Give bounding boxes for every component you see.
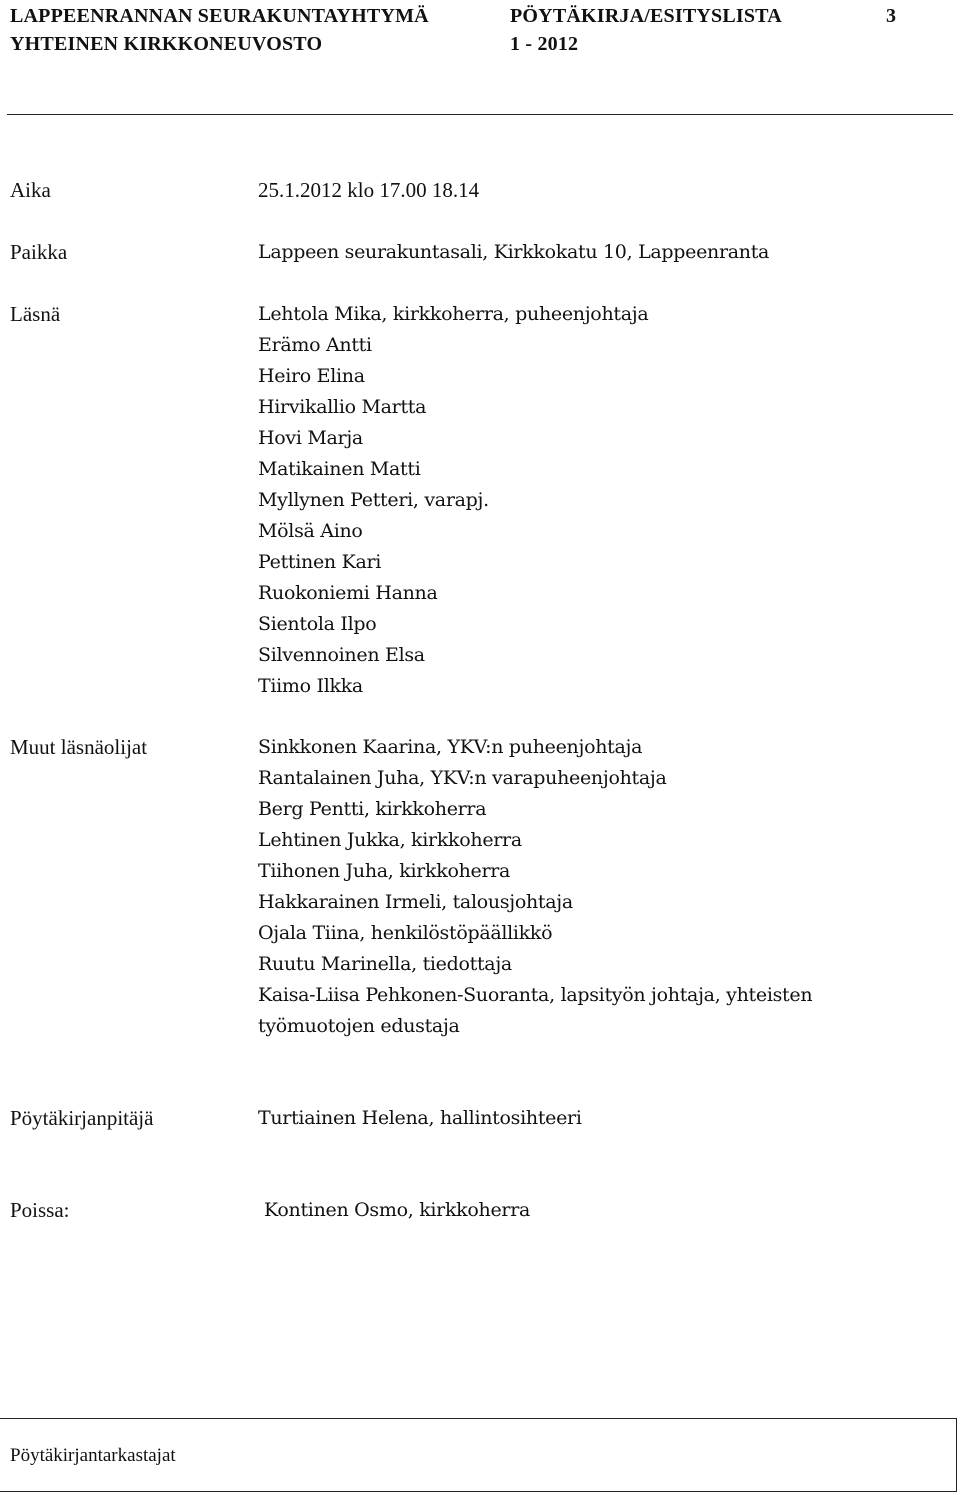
present-member: Mölsä Aino xyxy=(258,520,363,542)
present-member: Matikainen Matti xyxy=(258,458,421,480)
present-member: Erämo Antti xyxy=(258,334,372,356)
secretary-label: Pöytäkirjanpitäjä xyxy=(10,1106,154,1130)
organization-name: LAPPEENRANNAN SEURAKUNTAYHTYMÄ xyxy=(10,5,429,27)
others-present-member: Rantalainen Juha, YKV:n varapuheenjohtaja xyxy=(258,767,667,789)
place-label: Paikka xyxy=(10,240,68,264)
document-type: PÖYTÄKIRJA/ESITYSLISTA xyxy=(510,5,782,27)
minutes-checkers-label: Pöytäkirjantarkastajat xyxy=(10,1445,176,1466)
place-value: Lappeen seurakuntasali, Kirkkokatu 10, Lappeenranta xyxy=(258,241,770,263)
header-divider xyxy=(7,114,953,115)
others-present-member: Berg Pentti, kirkkoherra xyxy=(258,798,487,820)
council-name: YHTEINEN KIRKKONEUVOSTO xyxy=(10,33,323,55)
present-member: Silvennoinen Elsa xyxy=(258,644,425,666)
present-label: Läsnä xyxy=(10,302,61,326)
time-label: Aika xyxy=(10,178,51,202)
present-member: Pettinen Kari xyxy=(258,551,382,573)
header-line-2 xyxy=(10,30,950,58)
time-value: 25.1.2012 klo 17.00 18.14 xyxy=(258,178,480,202)
present-member: Hirvikallio Martta xyxy=(258,396,427,418)
secretary-value: Turtiainen Helena, hallintosihteeri xyxy=(258,1107,582,1129)
header-line-1 xyxy=(10,2,950,30)
others-present-member: Tiihonen Juha, kirkkoherra xyxy=(258,860,511,882)
present-member: Sientola Ilpo xyxy=(258,613,377,635)
present-member: Tiimo Ilkka xyxy=(258,675,363,697)
others-present-member: Ojala Tiina, henkilöstöpäällikkö xyxy=(258,922,553,944)
others-present-label: Muut läsnäolijat xyxy=(10,735,148,759)
absent-label: Poissa: xyxy=(10,1198,70,1222)
others-present-member: Lehtinen Jukka, kirkkoherra xyxy=(258,829,522,851)
present-member: Myllynen Petteri, varapj. xyxy=(258,489,489,511)
page-number: 3 xyxy=(886,5,897,27)
present-member: Lehtola Mika, kirkkoherra, puheenjohtaja xyxy=(258,303,649,325)
others-present-member: Kaisa-Liisa Pehkonen-Suoranta, lapsityön johtaja, yhteisten työmuotojen edustaja xyxy=(258,984,813,1037)
minutes-checkers-box xyxy=(0,1418,957,1492)
present-member: Ruokoniemi Hanna xyxy=(258,582,438,604)
others-present-member: Sinkkonen Kaarina, YKV:n puheenjohtaja xyxy=(258,736,643,758)
document-header xyxy=(10,2,950,58)
others-present-member: Hakkarainen Irmeli, talousjohtaja xyxy=(258,891,573,913)
others-present-member: Ruutu Marinella, tiedottaja xyxy=(258,953,512,975)
present-member: Heiro Elina xyxy=(258,365,365,387)
present-list xyxy=(258,299,948,702)
others-present-list xyxy=(258,732,948,1042)
present-member: Hovi Marja xyxy=(258,427,363,449)
absent-value: Kontinen Osmo, kirkkoherra xyxy=(264,1199,531,1221)
meeting-number: 1 - 2012 xyxy=(510,33,579,55)
